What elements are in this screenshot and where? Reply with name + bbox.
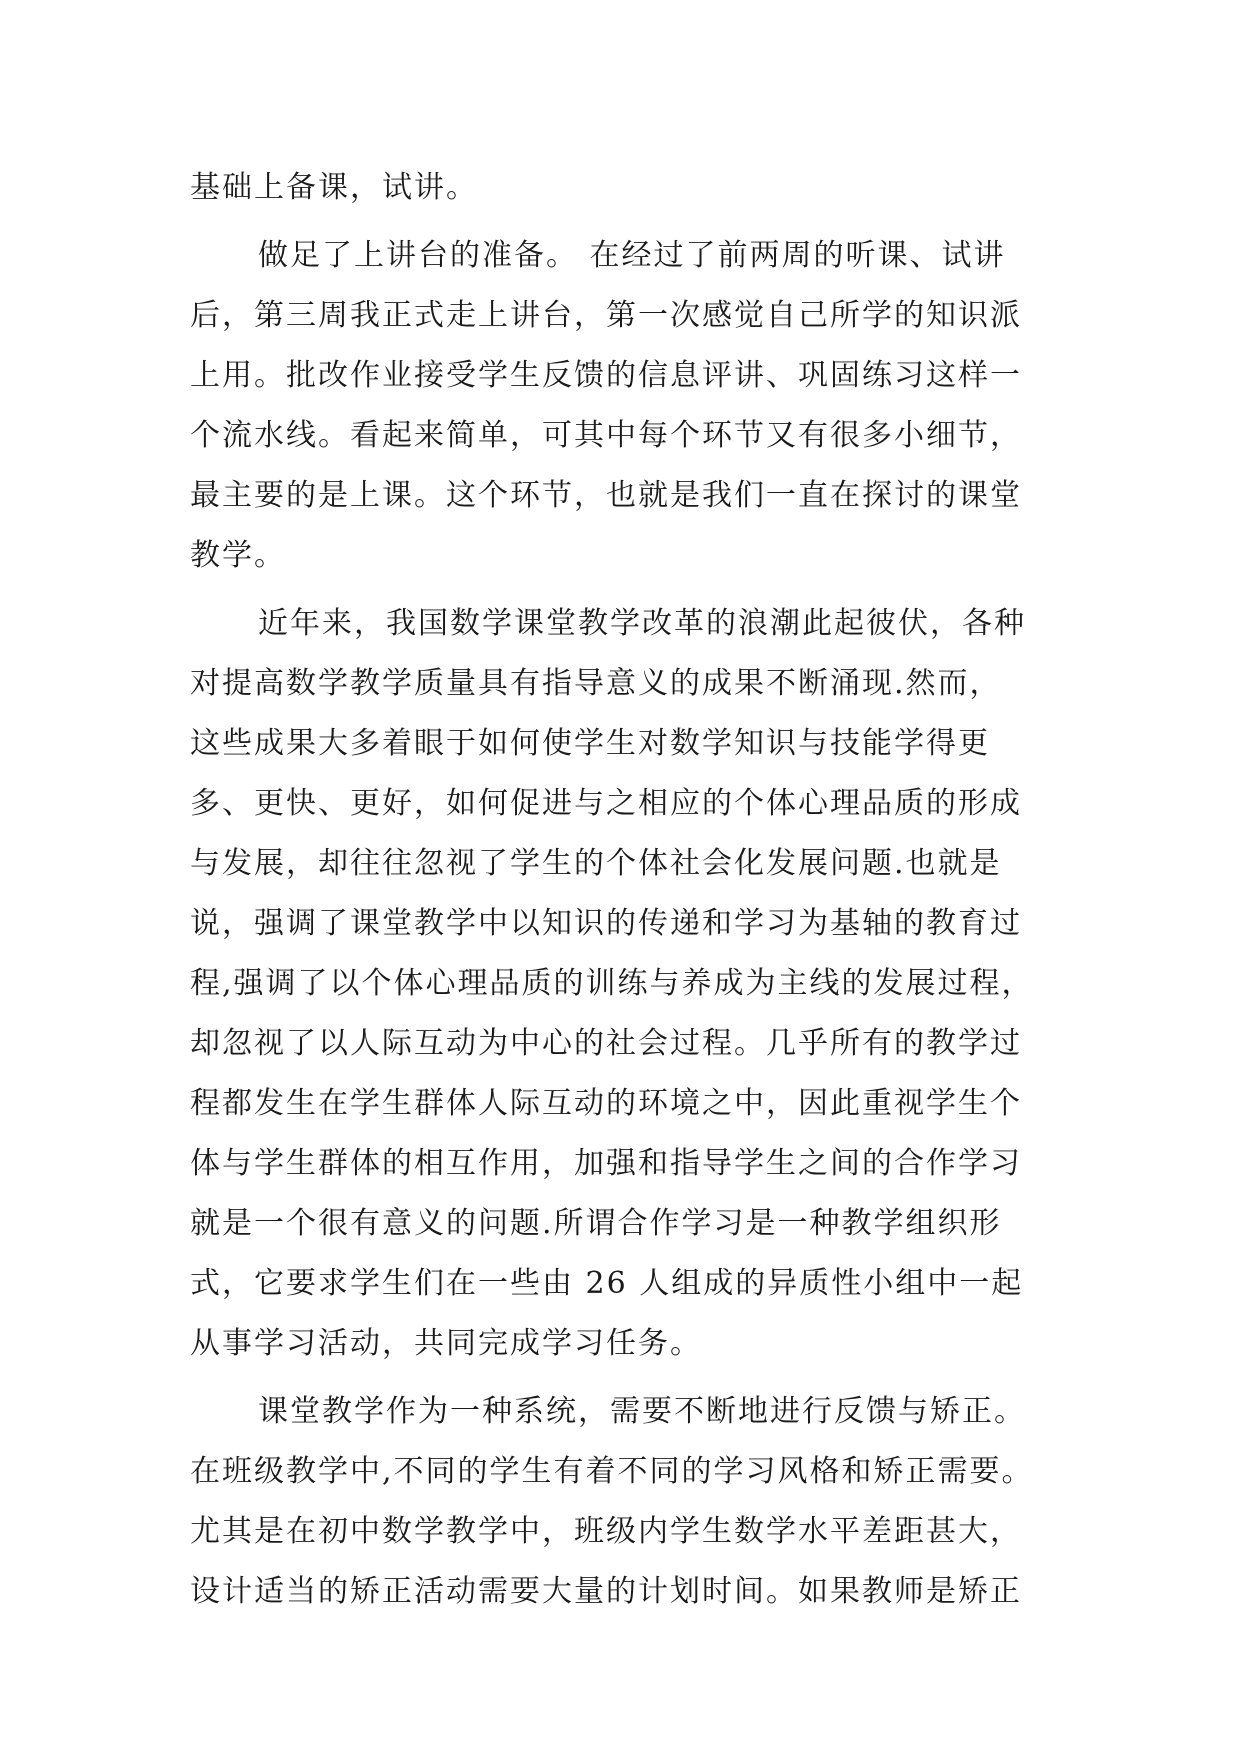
paragraph-3 <box>190 594 1070 1374</box>
text-line: 最主要的是上课。这个环节，也就是我们一直在探讨的课堂 <box>190 478 1022 513</box>
text-line: 说，强调了课堂教学中以知识的传递和学习为基轴的教育过 <box>190 906 1022 941</box>
text-line: 却忽视了以人际互动为中心的社会过程。几乎所有的教学过 <box>190 1026 1022 1061</box>
text-line: 对提高数学教学质量具有指导意义的成果不断涌现.然而， <box>190 666 1002 701</box>
text-line: 上用。批改作业接受学生反馈的信息评讲、巩固练习这样一 <box>190 358 1022 393</box>
text-line: 体与学生群体的相互作用，加强和指导学生之间的合作学习 <box>190 1146 1022 1181</box>
text-line: 后，第三周我正式走上讲台，第一次感觉自己所学的知识派 <box>190 298 1022 333</box>
text-line: 程,强调了以个体心理品质的训练与养成为主线的发展过程， <box>190 966 1034 1001</box>
text-line: 个流水线。看起来简单，可其中每个环节又有很多小细节， <box>190 418 1022 453</box>
text-line: 教学。 <box>190 538 286 573</box>
text-line: 设计适当的矫正活动需要大量的计划时间。如果教师是矫正 <box>190 1574 1022 1609</box>
text-line: 多、更快、更好，如何促进与之相应的个体心理品质的形成 <box>190 786 1022 821</box>
text-line: 这些成果大多着眼于如何使学生对数学知识与技能学得更 <box>190 726 990 761</box>
text-line: 就是一个很有意义的问题.所谓合作学习是一种教学组织形 <box>190 1206 1002 1241</box>
text-line: 在班级教学中,不同的学生有着不同的学习风格和矫正需要。 <box>190 1454 1034 1489</box>
text-line: 尤其是在初中数学教学中，班级内学生数学水平差距甚大， <box>190 1514 1022 1549</box>
text-line: 程都发生在学生群体人际互动的环境之中，因此重视学生个 <box>190 1086 1022 1121</box>
paragraph-1 <box>190 158 1070 218</box>
text-line: 做足了上讲台的准备。 在经过了前两周的听课、试讲 <box>258 238 1006 273</box>
text-line: 与发展，却往往忽视了学生的个体社会化发展问题.也就是 <box>190 846 1002 881</box>
text-line: 课堂教学作为一种系统，需要不断地进行反馈与矫正。 <box>258 1394 1026 1429</box>
text-line: 从事学习活动，共同完成学习任务。 <box>190 1326 702 1361</box>
document-body <box>190 158 1070 1622</box>
text-line: 近年来，我国数学课堂教学改革的浪潮此起彼伏，各种 <box>258 606 1026 641</box>
paragraph-4 <box>190 1382 1070 1622</box>
paragraph-2 <box>190 226 1070 586</box>
text-line: 式，它要求学生们在一些由 26 人组成的异质性小组中一起 <box>190 1266 1024 1301</box>
text-line: 基础上备课，试讲。 <box>190 170 478 205</box>
